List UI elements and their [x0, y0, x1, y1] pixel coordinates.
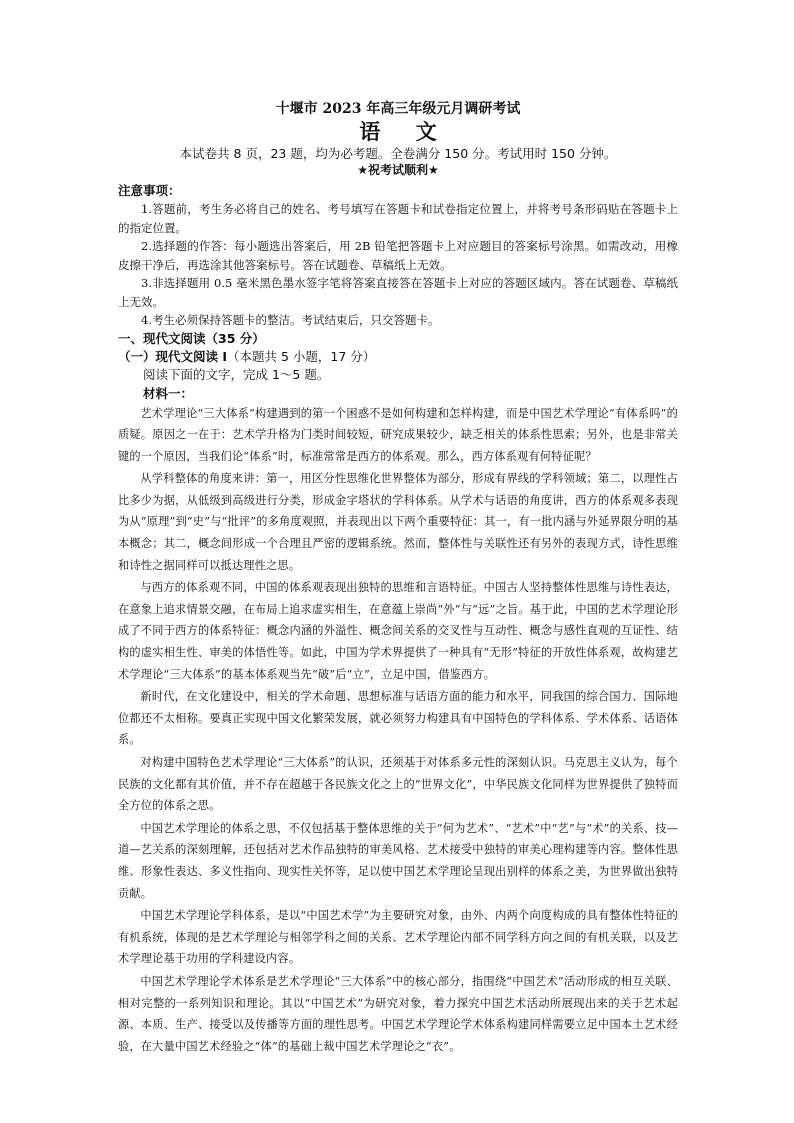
passage-paragraph: 艺术学理论“三大体系”构建遇到的第一个困惑不是如何构建和怎样构建，而是中国艺术学理论“有体系吗”的质疑。原因之一在于：艺术学升格为门类时间较短，研究成果较少，缺乏相关的体系性思索；另外，也是非常关键的一个原因，当我们论“体系”时，标准常常是西方的体系观。那么，西方体系观有何特征呢？: [118, 406, 678, 463]
passage-paragraph: 新时代，在文化建设中，相关的学术命题、思想标准与话语方面的能力和水平，同我国的综合国力、国际地位都还不太相称。要真正实现中国文化繁荣发展，就必须努力构建具有中国特色的学科体系、学术体系、话语体系。: [118, 690, 678, 747]
subsection-title-bold: （一）现代文阅读 I: [118, 348, 228, 364]
subsection-title: [118, 348, 678, 366]
notice-item: 4.考生必须保持答题卡的整洁。考试结束后，只交答题卡。: [141, 313, 440, 327]
notice-item: 2.选择题的作答：每小题选出答案后，用 2B 铅笔把答题卡上对应题目的答案标号涂黑。如需改动，用橡皮擦干净后，再选涂其他答案标号。答在试题卷、草稿纸上无效。: [118, 239, 678, 272]
material-label: 材料一：: [143, 385, 194, 401]
exam-page: [118, 96, 678, 1057]
notice-item: 3.非选择题用 0.5 毫米黑色墨水签字笔将答案直接答在答题卡上对应的答题区域内。答在试题卷、草稿纸上无效。: [118, 276, 678, 309]
notice-heading: 注意事项：: [118, 183, 181, 198]
exam-info: 本试卷共 8 页，23 题，均为必考题。全卷满分 150 分。考试用时 150 分钟。: [179, 146, 617, 161]
reading-instruction: 阅读下面的文字，完成 1～5 题。: [143, 366, 330, 382]
passage-paragraph: 与西方的体系观不同，中国的体系观表现出独特的思维和言语特征。中国古人坚持整体性思维与诗性表达，在意象上追求情景交融，在布局上追求虚实相生，在意蕴上崇尚“外”与“远”之旨。基于此，中国的艺术学理论形成了不同于西方的体系特征：概念内涵的外溢性、概念间关系的交叉性与互动性、概念与感性直观的互证性、结构的虚实相生性、审美的体悟性等。如此，中国为学术界提供了一种具有“无形”特征的开放性体系观，故构建艺术学理论“三大体系”的基本体系观当先“破”后“立”，立足中国，借鉴西方。: [118, 581, 678, 681]
subsection-title-note: （本题共 5 小题，17 分）: [227, 348, 376, 364]
exam-title: 十堰市 2023 年高三年级元月调研考试: [275, 101, 521, 117]
notice-item: 1.答题前，考生务必将自己的姓名、考号填写在答题卡和试卷指定位置上，并将考号条形码贴在答题卡上的指定位置。: [118, 202, 678, 235]
good-luck-line: ★祝考试顺利★: [357, 163, 439, 177]
passage-paragraph: 中国艺术学理论学科体系，是以“中国艺术学”为主要研究对象，由外、内两个向度构成的具有整体性特征的有机系统，体现的是艺术学理论与相邻学科之间的关系、艺术学理论内部不同学科方向之间的有机关联，以及艺术学理论基于功用的学科建设内容。: [118, 909, 678, 966]
passage-paragraph: 从学科整体的角度来讲：第一，用区分性思维化世界整体为部分，形成有界线的学科领域；第二，以理性占比多少为据，从低级到高级进行分类，形成金字塔状的学科体系。从学术与话语的角度讲，西方的体系观多表现为从“原理”到“史”与“批评”的多角度观照，并表现出以下两个重要特征：其一，有一批内涵与外延界限分明的基本概念；其二，概念间形成一个合理且严密的逻辑系统。然而，整体性与关联性还有另外的表现方式，诗性思维和诗性之据同样可以抵达理性之思。: [118, 472, 678, 572]
passage-paragraph: 对构建中国特色艺术学理论“三大体系”的认识，还须基于对体系多元性的深刻认识。马克思主义认为，每个民族的文化都有其价值，并不存在超越于各民族文化之上的“世界文化”，中华民族文化同样为世界提供了独特而全方位的体系之思。: [118, 756, 678, 813]
section-title: 一、现代文阅读（35 分）: [118, 330, 265, 346]
subject-title: 语 文: [359, 119, 451, 144]
passage-paragraph: 中国艺术学理论学术体系是艺术学理论“三大体系”中的核心部分，指围绕“中国艺术”活动形成的相互关联、相对完整的一系列知识和理论。其以“中国艺术”为研究对象，着力探究中国艺术活动所展现出来的关于艺术起源、本质、生产、接受以及传播等方面的理性思考。中国艺术学理论学术体系构建同样需要立足中国本土艺术经验，在大量中国艺术经验之“体”的基础上裁中国艺术学理论之“衣”。: [118, 974, 678, 1053]
passage-paragraph: 中国艺术学理论的体系之思，不仅包括基于整体思维的关于“何为艺术”、“艺术”中“艺”与“术”的关系、技—道—艺关系的深刻理解，还包括对艺术作品独特的审美风格、艺术接受中独特的审美心理构建等内容。整体性思维、形象性表达、多义性指向、现实性关怀等，足以使中国艺术学理论呈现出别样的体系之美，为世界做出独特贡献。: [118, 821, 678, 900]
